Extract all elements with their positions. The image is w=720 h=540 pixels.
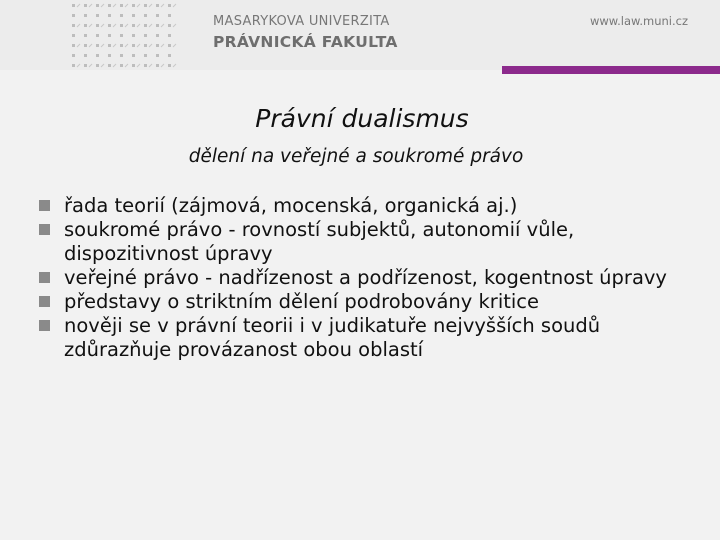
square-bullet-icon: [39, 320, 50, 331]
slide-header: [0, 0, 720, 70]
square-bullet-icon: [39, 272, 50, 283]
university-name: MASARYKOVA UNIVERZITA: [213, 14, 390, 29]
square-bullet-icon: [39, 224, 50, 235]
bullet-item: [38, 314, 698, 362]
bullet-text: nověji se v právní teorii i v judikatuře nejvyšších soudů zdůrazňuje provázanost obou oblastí: [64, 314, 601, 361]
slide-title: Právní dualismus: [255, 104, 469, 133]
bullet-item: [38, 266, 698, 290]
accent-bar: [502, 66, 720, 74]
bullet-item: [38, 290, 698, 314]
square-bullet-icon: [39, 296, 50, 307]
faculty-name: PRÁVNICKÁ FAKULTA: [213, 33, 398, 51]
bullet-text: soukromé právo - rovností subjektů, autonomií vůle, dispozitivnost úpravy: [64, 218, 575, 265]
bullet-list: [38, 194, 698, 362]
bullet-text: řada teorií (zájmová, mocenská, organická aj.): [64, 194, 518, 217]
bullet-text: představy o striktním dělení podrobovány kritice: [64, 290, 540, 313]
slide-subtitle: dělení na veřejné a soukromé právo: [188, 146, 524, 167]
bullet-item: [38, 218, 698, 266]
bullet-text: veřejné právo - nadřízenost a podřízenost, kogentnost úpravy: [64, 266, 667, 289]
bullet-item: [38, 194, 698, 218]
muni-dots-pattern-icon: [66, 0, 186, 70]
site-url[interactable]: www.law.muni.cz: [589, 14, 688, 28]
square-bullet-icon: [39, 200, 50, 211]
